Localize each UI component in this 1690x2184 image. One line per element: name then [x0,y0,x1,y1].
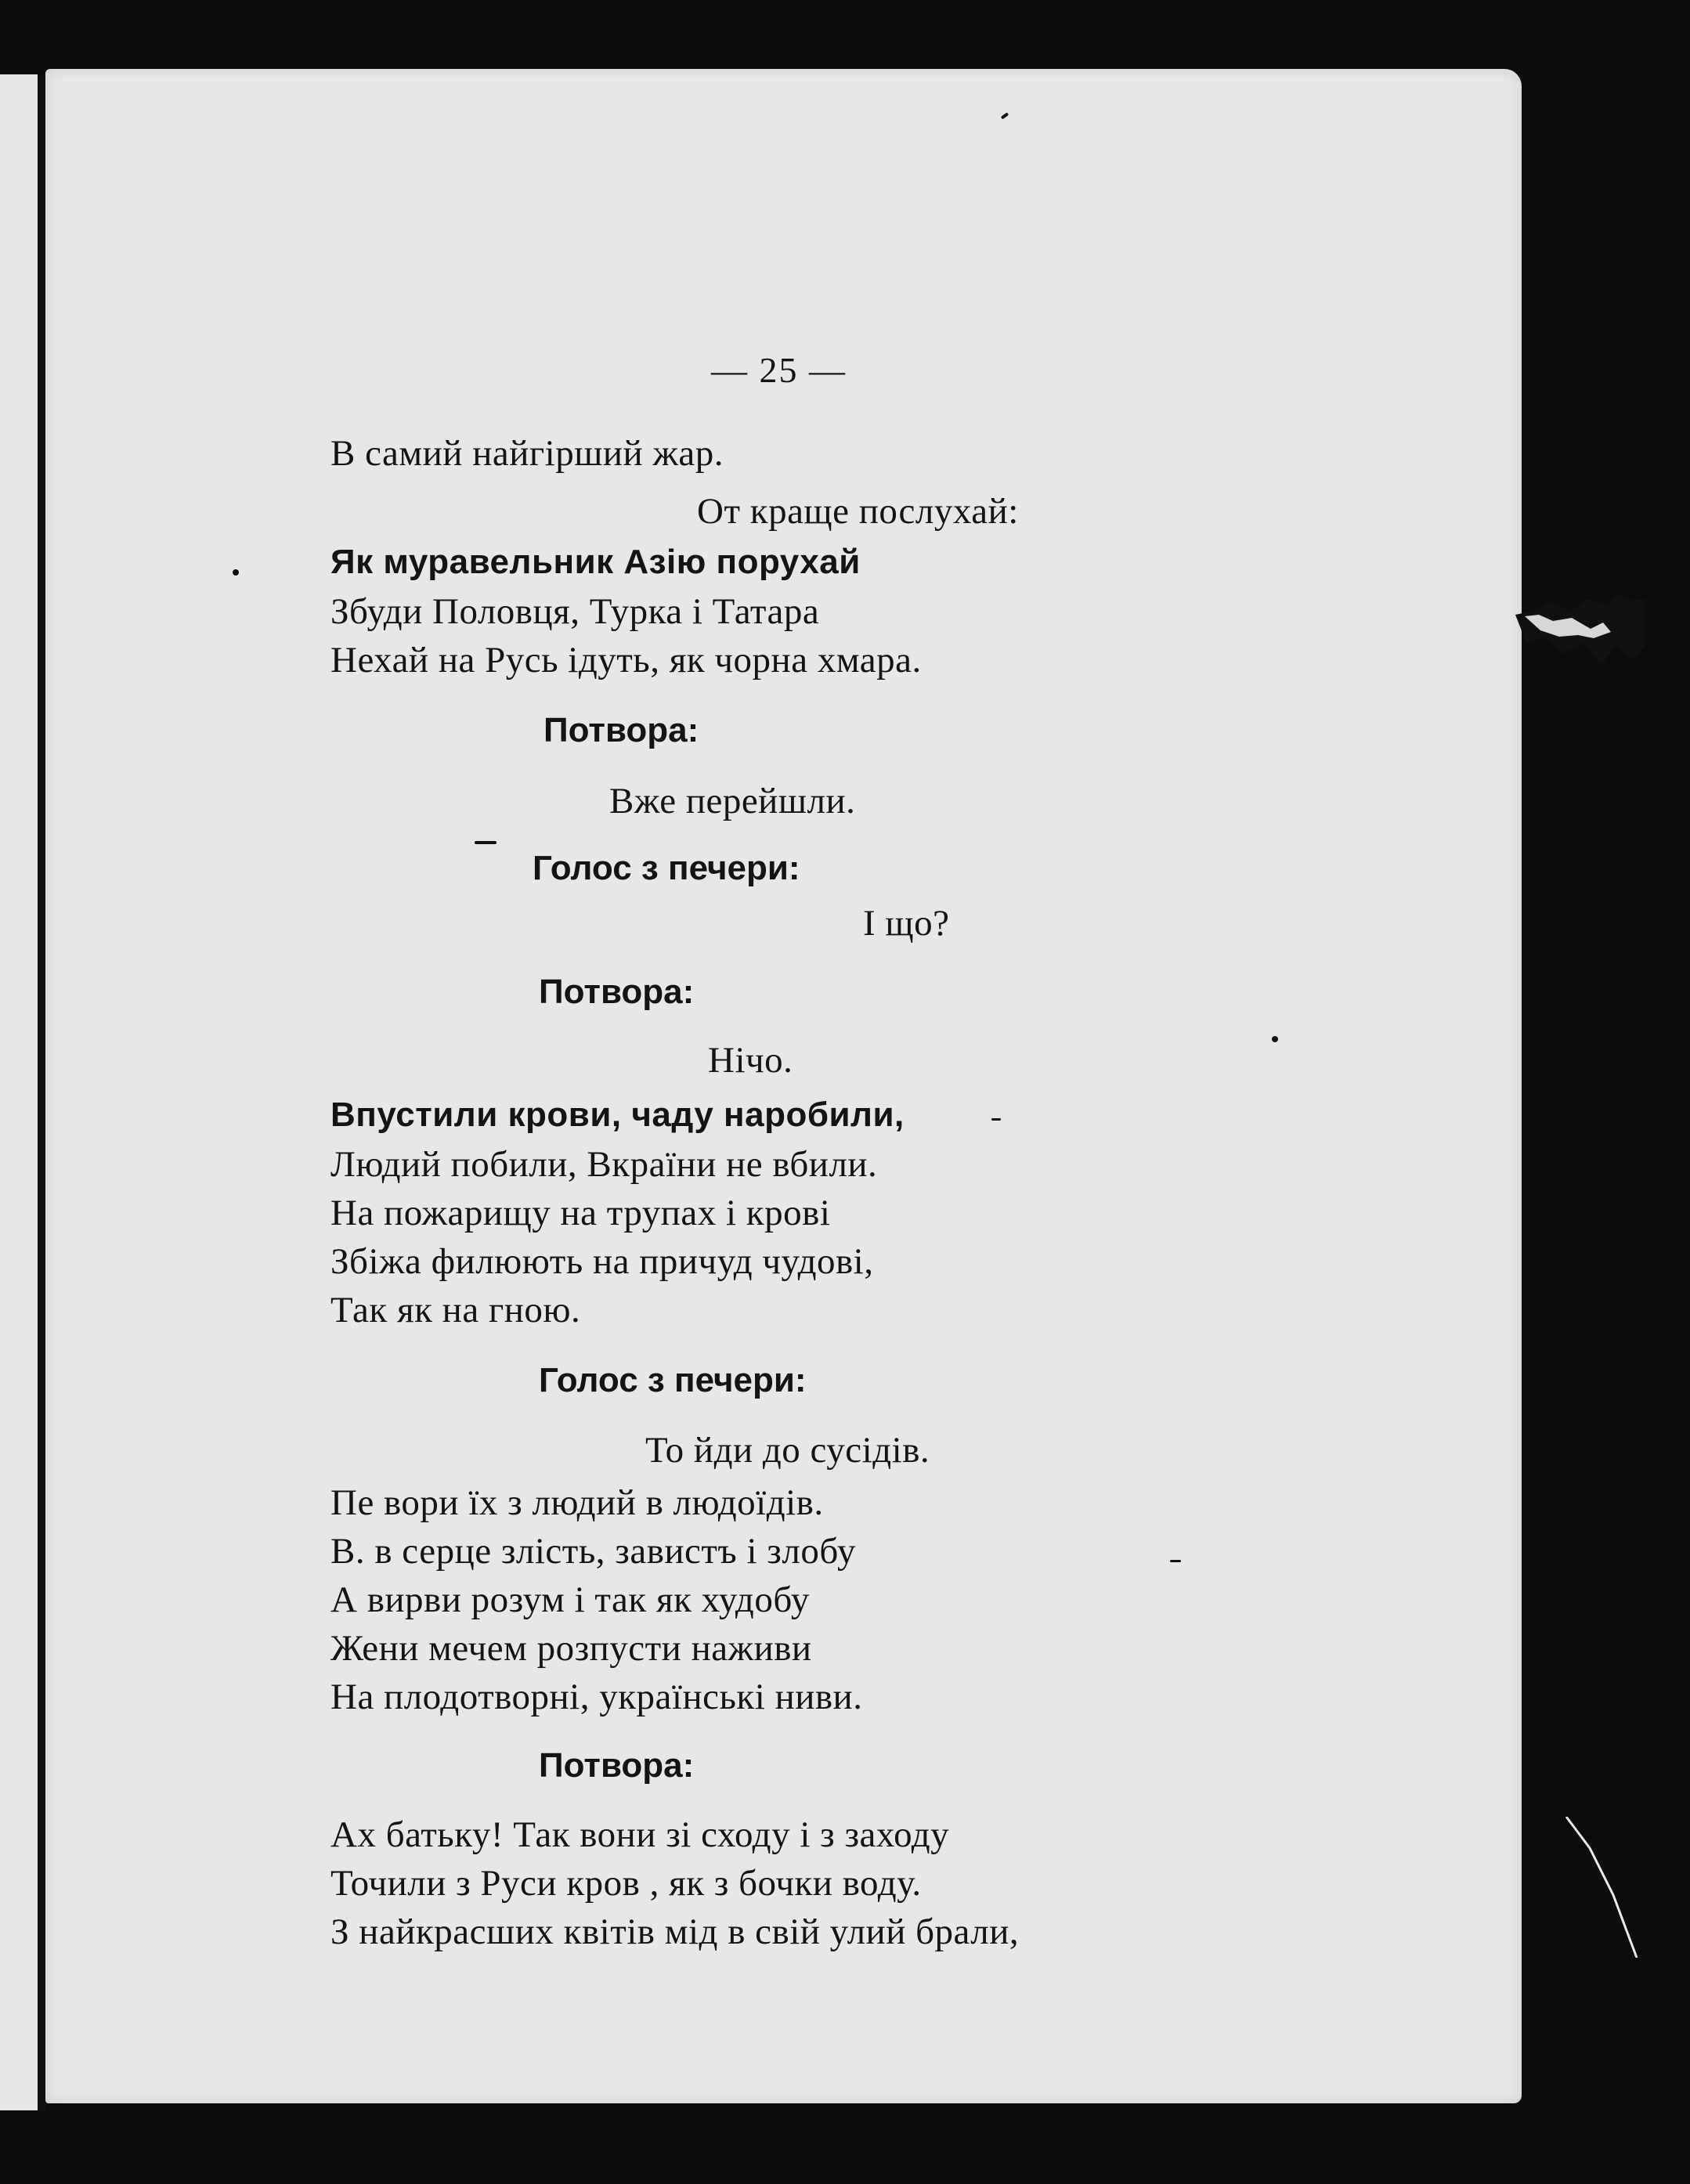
verse-line: Збуди Половця, Турка і Татара [330,591,820,632]
verse-line: То йди до сусідів. [645,1430,930,1471]
verse-line: На пожарищу на трупах і крові [330,1193,831,1233]
verse-line: Збіжа филюють на причуд чудові, [330,1241,874,1282]
verse-line: На плодотворні, українські ниви. [330,1677,863,1717]
page-corner-shadow [1558,1817,1652,1958]
speaker-label: Голос з печери: [539,1361,807,1399]
speaker-label: Потвора: [539,973,695,1011]
verse-line: Нехай на Русь ідуть, як чорна хмара. [330,640,922,680]
verse-line: А вирви розум і так як худобу [330,1579,810,1620]
speaker-label: Потвора: [539,1746,695,1785]
speaker-label: Потвора: [543,711,699,749]
verse-line: Пе вори їх з людий в людоїдів. [330,1482,824,1523]
verse-line: З найкрасших квітів мід в свій улий брали, [330,1911,1020,1952]
verse-line: В самий найгірший жар. [330,433,724,474]
scan-speck [1272,1036,1278,1042]
verse-line: Вже перейшли. [609,781,856,821]
verse-line: Точили з Руси кров , як з бочки воду. [330,1863,922,1904]
verse-line: Нічо. [708,1040,793,1081]
scan-speck [1170,1560,1181,1562]
verse-line: Ах батьку! Так вони зі сходу і з заходу [330,1814,950,1855]
scan-speck [991,1118,1001,1121]
page-number: — 25 — [711,350,847,390]
torn-edge-mark [1515,591,1645,666]
verse-line: От краще послухай: [697,491,1019,532]
facing-page-edge [0,74,45,2110]
verse-line: Так як на гною. [330,1290,581,1330]
scan-speck [475,841,497,844]
verse-line: Впустили крови, чаду наробили, [330,1096,905,1134]
speaker-label: Голос з печери: [533,849,800,887]
verse-line: Людий побили, Вкраїни не вбили. [330,1144,878,1185]
verse-line: І що? [863,903,950,944]
book-page [45,69,1522,2103]
verse-line: В. в серце злість, завистъ і злобу [330,1531,856,1572]
verse-line: Як муравельник Азію порухай [330,543,861,581]
scan-speck [233,569,239,576]
verse-line: Жени мечем розпусти наживи [330,1628,812,1669]
